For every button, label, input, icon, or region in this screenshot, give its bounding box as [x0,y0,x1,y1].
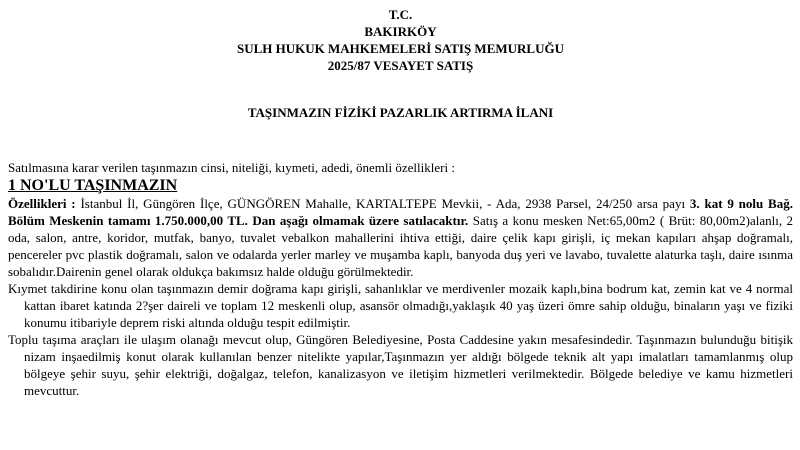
valuation-paragraph: Kıymet takdirine konu olan taşınmazın demir doğrama kapı girişli, sahanlıklar ve merdivenler mozaik kaplı,bina bodrum kat, zemin kat ve 4 normal kattan ibaret katında 2?şer daireli ve toplam 12 meskenli olup, asansör olmadığı,yaklaşık 40 yaş üzeri ömre sahip olduğu, binaların yaşı ve fiziki konumu itibariyle deprem riski altında olduğu tespit edilmiştir. [8,281,793,330]
header-line-case: 2025/87 VESAYET SATIŞ [327,58,474,73]
features-location-text: İstanbul İl, Güngören İlçe, GÜNGÖREN Mahalle, KARTALTEPE Mevkii, - Ada, 2938 Parsel, 24/250 arsa payı [75,196,690,211]
intro-text: Satılmasına karar verilen taşınmazın cinsi, niteliği, kıymeti, adedi, önemli özellikleri : [8,160,455,175]
features-price-text: 3. kat 9 nolu Bağ. Bölüm Meskenin tamamı 1.750.000,00 TL. Dan aşağı olmamak üzere satılacaktır. [8,196,793,228]
court-header [8,0,793,74]
features-description-text: Satış a konu mesken Net:65,00m2 ( Brüt: 80,00m2)alanlı, 2 oda, salon, antre, koridor, mutfak, banyo, tuvalet vebalkon mahallerini ihtiva ettiği, daire çelik kapı girişli, iç mekan kapıları ahşap doğramalı, pencereler pvc plastik doğramalı, salon ve odalarda yerler marley ve muşamba kaplı, banyoda duş yeri ve lavabo, tuvalette alaturka taşlı, daire ısınma sobalıdır.Dairenin genel olarak oldukça bakımsız halde olduğu görülmektedir. [8,213,793,279]
features-label: Özellikleri : [8,196,76,211]
property-features-paragraph [8,195,793,280]
section-title: 1 NO'LU TAŞINMAZIN [8,177,178,194]
header-line-court: SULH HUKUK MAHKEMELERİ SATIŞ MEMURLUĞU [237,41,564,56]
header-line-tc: T.C. [388,7,413,22]
header-line-district: BAKIRKÖY [364,24,437,39]
transport-paragraph: Toplu taşıma araçları ile ulaşım olanağı mevcut olup, Güngören Belediyesine, Posta Caddesine yakın mesafesindedir. Taşınmazın bulunduğu bitişik nizam inşaedilmiş konut olarak kullanılan benzer nitelikte yapılar,Taşınmazın yer aldığı bölgede teknik alt yapı imalatları tamamlanmış olup bölgeye şehir suyu, şehir elektriği, doğalgaz, telefon, kanalizasyon ve iletişim hizmetleri verilmektedir. Bölgede belediye ve kamu hizmetleri mevcuttur. [8,332,793,398]
announcement-title: TAŞINMAZIN FİZİKİ PAZARLIK ARTIRMA İLANI [247,105,554,120]
